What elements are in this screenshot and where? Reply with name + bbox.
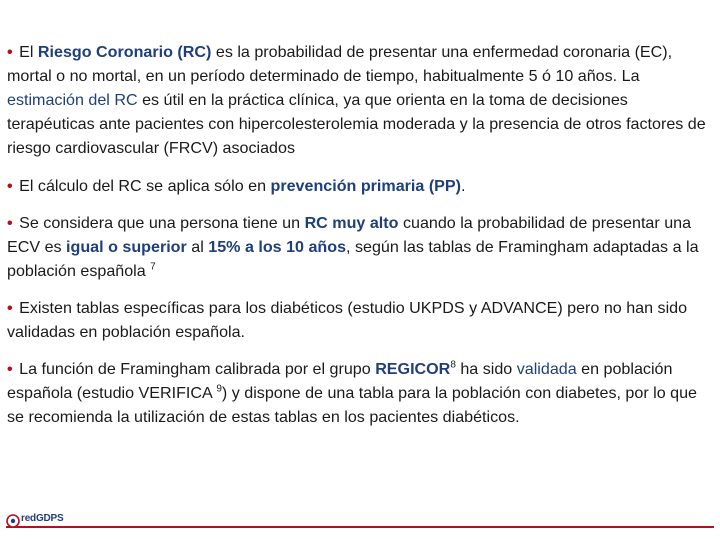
highlight-term: igual o superior	[66, 238, 187, 256]
text: Existen tablas específicas para los diabéticos (estudio UKPDS y ADVANCE) pero no han sido validadas en población española.	[7, 299, 688, 341]
reference-superscript: 8	[450, 359, 456, 371]
bullet-riesgo-coronario	[7, 40, 707, 160]
text: ha sido	[455, 360, 517, 378]
highlight-term: estimación del RC	[7, 91, 138, 109]
highlight-term: 15% a los 10 años	[208, 238, 347, 256]
bullet-icon: •	[7, 214, 13, 232]
text: es útil en la práctica clínica, ya que orienta en la toma de decisiones terapéuticas ante pacientes con hipercolesterolemia moderada y la presencia de otros factores de riesgo cardiovascular (FRCV) asociados	[7, 91, 706, 157]
logo-text: redGDPS	[21, 513, 64, 524]
text: al	[186, 238, 209, 256]
text: , según las tablas de Framingham adaptadas a la población española	[7, 238, 699, 280]
highlight-term: REGICOR	[375, 360, 451, 378]
reference-superscript: 9	[216, 383, 222, 395]
bullet-icon: •	[7, 43, 13, 61]
bullet-regicor	[7, 357, 707, 429]
bullet-rc-muy-alto	[7, 211, 707, 283]
footer	[0, 500, 720, 540]
text: La función de Framingham calibrada por el grupo	[19, 360, 376, 378]
text: es la probabilidad de presentar una enfermedad coronaria (EC), mortal o no mortal, en un período determinado de tiempo, habitualmente 5 ó 10 años. La	[7, 43, 673, 85]
text: en población española (estudio VERIFICA	[7, 360, 673, 402]
bullet-tablas-diabeticos	[7, 296, 707, 344]
highlight-term: RC muy alto	[304, 214, 399, 232]
text: El	[19, 43, 38, 61]
text: El cálculo del RC se aplica sólo en	[19, 177, 271, 195]
bullet-list	[7, 40, 707, 429]
highlight-term: Riesgo Coronario (RC)	[37, 43, 212, 61]
redgdps-logo	[6, 513, 78, 537]
redgdps-logo-icon	[6, 514, 20, 528]
highlight-term: validada	[516, 360, 577, 378]
highlight-term: prevención primaria (PP)	[270, 177, 462, 195]
bullet-icon: •	[7, 177, 13, 195]
text: cuando la probabilidad de presentar una ECV es	[7, 214, 692, 256]
footer-divider	[6, 526, 714, 528]
text: Se considera que una persona tiene un	[19, 214, 305, 232]
reference-superscript: 7	[150, 261, 156, 273]
bullet-icon: •	[7, 360, 13, 378]
bullet-icon: •	[7, 299, 13, 317]
text: ) y dispone de una tabla para la población con diabetes, por lo que se recomienda la utilización de estas tablas en los pacientes diabéticos.	[7, 384, 698, 426]
text: .	[461, 177, 466, 195]
bullet-prevencion-primaria	[7, 174, 707, 198]
